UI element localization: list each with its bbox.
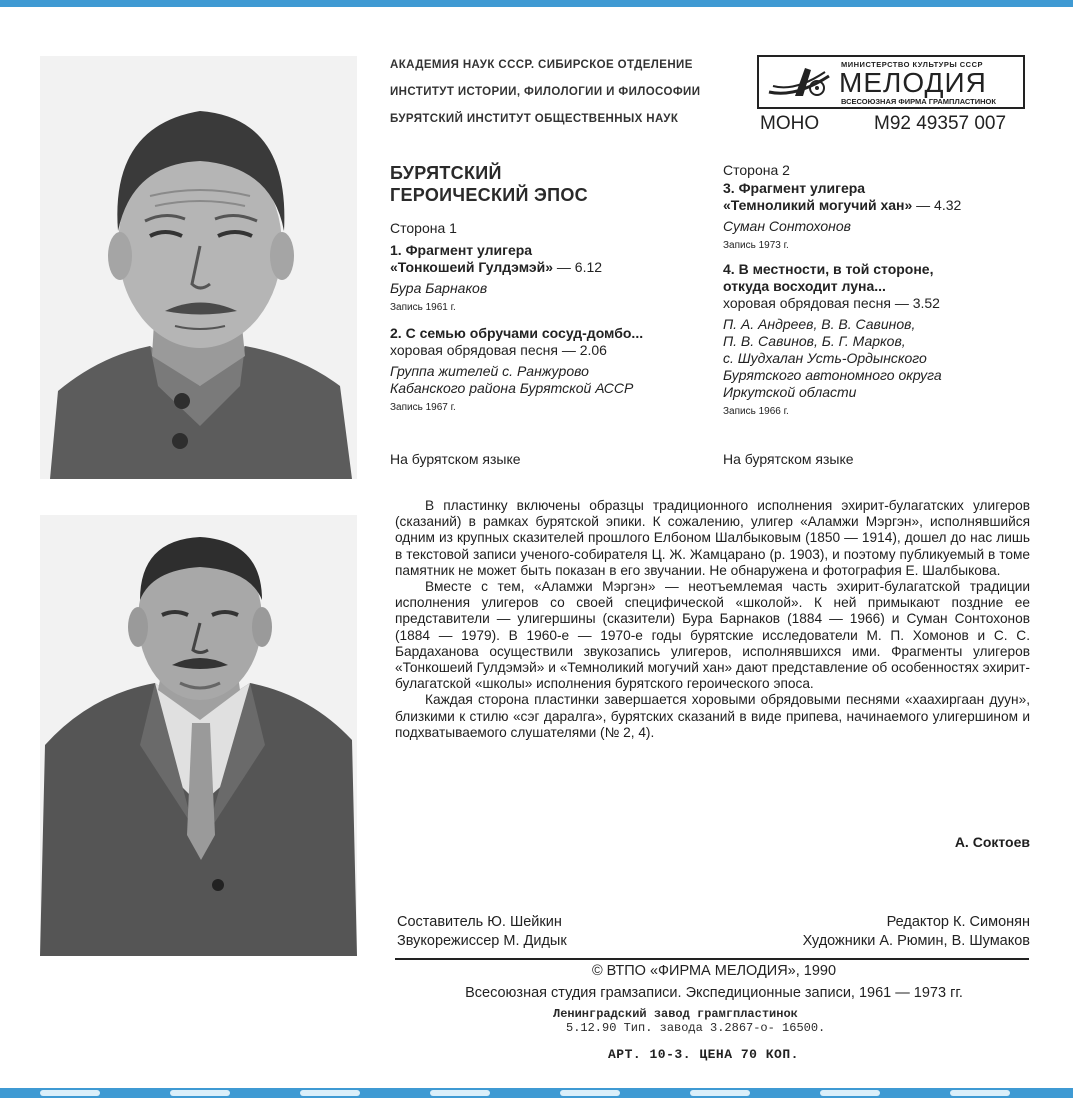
track-2-performer-line2: Кабанского района Бурятской АССР (390, 380, 634, 396)
album-title (390, 162, 588, 206)
track-2-description: хоровая обрядовая песня — 2.06 (390, 342, 607, 358)
logo-name-text: МЕЛОДИЯ (839, 67, 987, 98)
copyright-line: © ВТПО «ФИРМА МЕЛОДИЯ», 1990 (591, 963, 837, 979)
track-1-duration: — 6.12 (553, 259, 603, 275)
track-3-recorded: Запись 1973 г. (723, 240, 789, 251)
side-1-label: Сторона 1 (390, 220, 457, 236)
liner-notes (395, 498, 1030, 741)
track-2-performer-line1: Группа жителей с. Ранжурово (390, 363, 589, 379)
price-label: АРТ. 10-3. ЦЕНА 70 КОП. (608, 1047, 799, 1062)
notes-author: А. Соктоев (954, 834, 1030, 850)
track-3 (723, 180, 1043, 253)
side-2-label: Сторона 2 (723, 162, 790, 178)
side-2-tracklist (723, 162, 1043, 425)
side-1-tracklist (390, 220, 720, 421)
credit-compiler: Составитель Ю. Шейкин (397, 914, 562, 930)
track-4-title-line2: откуда восходит луна... (723, 278, 886, 294)
track-4-performer-line4: Бурятского автономного округа (723, 367, 942, 383)
print-info-stamp: 5.12.90 Тип. завода 3.2867-о- 16500. (566, 1021, 826, 1035)
track-2-title: 2. С семью обручами сосуд-домбо... (390, 325, 644, 341)
top-border-strip (0, 0, 1073, 7)
track-1-performer: Бура Барнаков (390, 280, 488, 296)
catalog-number: М92 49357 007 (874, 113, 1007, 134)
format-label: МОНО (760, 113, 820, 134)
liner-notes-paragraph: Вместе с тем, «Аламжи Мэргэн» — неотъемлемая часть эхирит-булагатской традиции исполнения улигеров со своей специфической «школой». К ней примыкают поздние ее представители — улигершины (сказители) Бура Барнаков (1884 — 1966) и Суман Сонтохонов (1884 — 1979). В 1960-е — 1970-е годы бурятские исследователи М. П. Хомонов и С. С. Бардаханова осуществили звукозапись улигеров, исполнявшихся ими. Фрагменты улигеров «Тонкошеий Гулдэмэй» и «Темноликий могучий хан» дают представление об особенностях эхирит-булагатской «школы» исполнения бурятского героического эпоса. (395, 579, 1030, 692)
track-1-recorded: Запись 1961 г. (390, 302, 456, 313)
track-1-title-line2: «Тонкошеий Гулдэмэй» (390, 259, 554, 275)
track-4 (723, 261, 1043, 419)
track-4-performer-line1: П. А. Андреев, В. В. Савинов, (723, 316, 916, 332)
institutions-header (390, 52, 735, 133)
liner-notes-paragraph: Каждая сторона пластинки завершается хоровыми обрядовыми песнями «хаахиргаан дуун», близкими к стилю «сэг даралга», бурятских сказаний в виде припева, начинаемого улигершином и подхватываемого слушателями (№ 2, 4). (395, 692, 1030, 740)
institution-academy: АКАДЕМИЯ НАУК СССР. СИБИРСКОЕ ОТДЕЛЕНИЕ (390, 59, 693, 71)
credits-left (397, 913, 567, 951)
logo-ministry-text: МИНИСТЕРСТВО КУЛЬТУРЫ СССР (841, 60, 983, 69)
logo-subtitle-text: ВСЕСОЮЗНАЯ ФИРМА ГРАМПЛАСТИНОК (841, 97, 996, 106)
track-1 (390, 242, 720, 315)
track-4-performer-line2: П. В. Савинов, Б. Г. Марков, (723, 333, 906, 349)
side-1-language: На бурятском языке (390, 451, 521, 467)
track-3-duration: — 4.32 (912, 197, 962, 213)
credit-artists: Художники А. Рюмин, В. Шумаков (802, 933, 1030, 949)
credits-right (803, 913, 1030, 951)
liner-notes-paragraph: В пластинку включены образцы традиционного исполнения эхирит-булагатских улигеров (сказаний) в рамках бурятской эпики. К сожалению, улигер «Аламжи Мэргэн», исполнявшийся одним из крупных сказителей прошлого Елбоном Шалбыковым (1850 — 1914), дошел до нас лишь в текстовой записи ученого-собирателя Ц. Ж. Жамцарано (р. 1903), и поэтому публикуемый в томе памятник не может быть показан в его звучании. Не обнаружена и фотография Е. Шалбыкова. (395, 498, 1030, 578)
track-1-title-line1: 1. Фрагмент улигера (390, 242, 533, 258)
institution-history: ИНСТИТУТ ИСТОРИИ, ФИЛОЛОГИИ И ФИЛОСОФИИ (390, 86, 701, 98)
credit-editor: Редактор К. Симонян (886, 914, 1030, 930)
studio-line: Всесоюзная студия грамзаписи. Экспедиционные записи, 1961 — 1973 гг. (465, 985, 963, 1001)
plant-stamp: Ленинградский завод грамгпластинок (553, 1007, 798, 1021)
album-title-line1: БУРЯТСКИЙ (390, 163, 502, 183)
track-4-performer-line5: Иркутской области (723, 384, 857, 400)
track-4-description: хоровая обрядовая песня — 3.52 (723, 295, 940, 311)
melodiya-logo (757, 55, 1025, 109)
album-title-line2: ГЕРОИЧЕСКИЙ ЭПОС (390, 185, 588, 205)
track-2 (390, 325, 720, 415)
credit-sound-engineer: Звукорежиссер М. Дидык (397, 933, 567, 949)
track-4-recorded: Запись 1966 г. (723, 406, 789, 417)
track-3-title-line1: 3. Фрагмент улигера (723, 180, 866, 196)
track-2-recorded: Запись 1967 г. (390, 402, 456, 413)
side-2-language: На бурятском языке (723, 451, 854, 467)
portrait-bura-barnakov (40, 56, 357, 479)
track-4-performer-line3: с. Шудхалан Усть-Ордынского (723, 350, 927, 366)
track-4-title-line1: 4. В местности, в той стороне, (723, 261, 934, 277)
track-3-title-line2: «Темноликий могучий хан» (723, 197, 913, 213)
bottom-border-strip (0, 1088, 1073, 1098)
divider-line (395, 958, 1029, 960)
track-3-performer: Суман Сонтохонов (723, 218, 851, 234)
institution-buryat: БУРЯТСКИЙ ИНСТИТУТ ОБЩЕСТВЕННЫХ НАУК (390, 113, 679, 125)
melodiya-logo-icon (765, 62, 833, 102)
portrait-suman-sontokhonov (40, 515, 357, 956)
